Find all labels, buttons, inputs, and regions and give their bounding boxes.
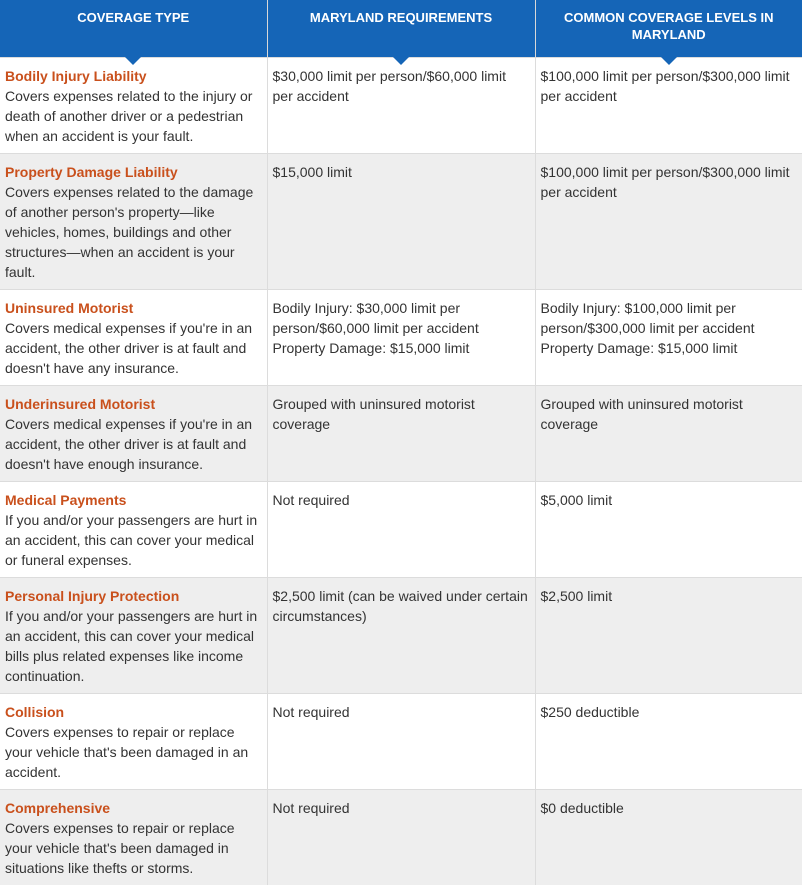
requirement-text: Bodily Injury: $30,000 limit per person/$60,000 limit per accident bbox=[272, 299, 479, 336]
maryland-requirement-cell bbox=[267, 153, 535, 289]
coverage-type-cell bbox=[0, 289, 267, 385]
table-row bbox=[0, 289, 802, 385]
coverage-type-cell bbox=[0, 577, 267, 693]
coverage-type-cell bbox=[0, 385, 267, 481]
coverage-description: If you and/or your passengers are hurt in an accident, this can cover your medical bills plus related expenses like income continuation. bbox=[5, 607, 258, 684]
maryland-requirement-cell bbox=[267, 577, 535, 693]
requirement-text: Not required bbox=[272, 799, 350, 816]
coverage-type-cell bbox=[0, 57, 267, 153]
table-header bbox=[0, 0, 802, 57]
maryland-requirement-cell bbox=[267, 789, 535, 885]
requirement-text: Property Damage: $15,000 limit bbox=[272, 339, 470, 356]
coverage-description: Covers expenses related to the damage of another person's property—like vehicles, homes, buildings and other structures—when an accident is your fault. bbox=[5, 183, 254, 280]
table-row bbox=[0, 789, 802, 885]
table-row bbox=[0, 693, 802, 789]
common-coverage-text: Property Damage: $15,000 limit bbox=[540, 339, 738, 356]
common-coverage-cell bbox=[535, 481, 802, 577]
coverage-title: Personal Injury Protection bbox=[5, 587, 180, 604]
common-coverage-text: $100,000 limit per person/$300,000 limit per accident bbox=[540, 163, 790, 200]
common-coverage-cell bbox=[535, 789, 802, 885]
common-coverage-text: $5,000 limit bbox=[540, 491, 613, 508]
requirement-text: $15,000 limit bbox=[272, 163, 352, 180]
coverage-type-cell bbox=[0, 153, 267, 289]
coverage-description: If you and/or your passengers are hurt in an accident, this can cover your medical or funeral expenses. bbox=[5, 511, 258, 568]
table-row bbox=[0, 577, 802, 693]
header-coverage-type: COVERAGE TYPE bbox=[0, 0, 267, 57]
common-coverage-text: $250 deductible bbox=[540, 703, 640, 720]
common-coverage-text: $0 deductible bbox=[540, 799, 624, 816]
common-coverage-cell bbox=[535, 153, 802, 289]
coverage-title: Property Damage Liability bbox=[5, 163, 178, 180]
coverage-type-cell bbox=[0, 481, 267, 577]
common-coverage-text: $2,500 limit bbox=[540, 587, 613, 604]
common-coverage-cell bbox=[535, 57, 802, 153]
common-coverage-cell bbox=[535, 385, 802, 481]
common-coverage-text: Grouped with uninsured motorist coverage bbox=[540, 395, 743, 432]
common-coverage-text: $100,000 limit per person/$300,000 limit per accident bbox=[540, 67, 790, 104]
coverage-title: Underinsured Motorist bbox=[5, 395, 156, 412]
header-maryland-requirements: MARYLAND REQUIREMENTS bbox=[267, 0, 535, 57]
coverage-type-cell bbox=[0, 693, 267, 789]
coverage-title: Medical Payments bbox=[5, 491, 127, 508]
requirement-text: Grouped with uninsured motorist coverage bbox=[272, 395, 475, 432]
coverage-title: Uninsured Motorist bbox=[5, 299, 134, 316]
requirement-text: $2,500 limit (can be waived under certain circumstances) bbox=[272, 587, 528, 624]
maryland-requirement-cell bbox=[267, 289, 535, 385]
table-row bbox=[0, 481, 802, 577]
requirement-text: $30,000 limit per person/$60,000 limit per accident bbox=[272, 67, 506, 104]
maryland-requirement-cell bbox=[267, 693, 535, 789]
header-common-coverage-levels: COMMON COVERAGE LEVELS IN MARYLAND bbox=[535, 0, 802, 57]
common-coverage-text: Bodily Injury: $100,000 limit per person/$300,000 limit per accident bbox=[540, 299, 755, 336]
coverage-title: Collision bbox=[5, 703, 65, 720]
coverage-title: Bodily Injury Liability bbox=[5, 67, 147, 84]
header-row bbox=[0, 0, 802, 57]
maryland-requirement-cell bbox=[267, 481, 535, 577]
coverage-description: Covers expenses related to the injury or death of another driver or a pedestrian when an accident is your fault. bbox=[5, 87, 253, 144]
table-body bbox=[0, 57, 802, 885]
common-coverage-cell bbox=[535, 289, 802, 385]
maryland-requirement-cell bbox=[267, 57, 535, 153]
requirement-text: Not required bbox=[272, 491, 350, 508]
coverage-title: Comprehensive bbox=[5, 799, 111, 816]
coverage-description: Covers medical expenses if you're in an accident, the other driver is at fault and doesn't have enough insurance. bbox=[5, 415, 253, 472]
coverage-description: Covers expenses to repair or replace your vehicle that's been damaged in situations like thefts or storms. bbox=[5, 819, 235, 876]
coverage-type-cell bbox=[0, 789, 267, 885]
coverage-description: Covers medical expenses if you're in an accident, the other driver is at fault and doesn't have any insurance. bbox=[5, 319, 253, 376]
table-row bbox=[0, 57, 802, 153]
common-coverage-cell bbox=[535, 577, 802, 693]
maryland-requirement-cell bbox=[267, 385, 535, 481]
table-row bbox=[0, 385, 802, 481]
coverage-description: Covers expenses to repair or replace your vehicle that's been damaged in an accident. bbox=[5, 723, 249, 780]
requirement-text: Not required bbox=[272, 703, 350, 720]
table-row bbox=[0, 153, 802, 289]
common-coverage-cell bbox=[535, 693, 802, 789]
